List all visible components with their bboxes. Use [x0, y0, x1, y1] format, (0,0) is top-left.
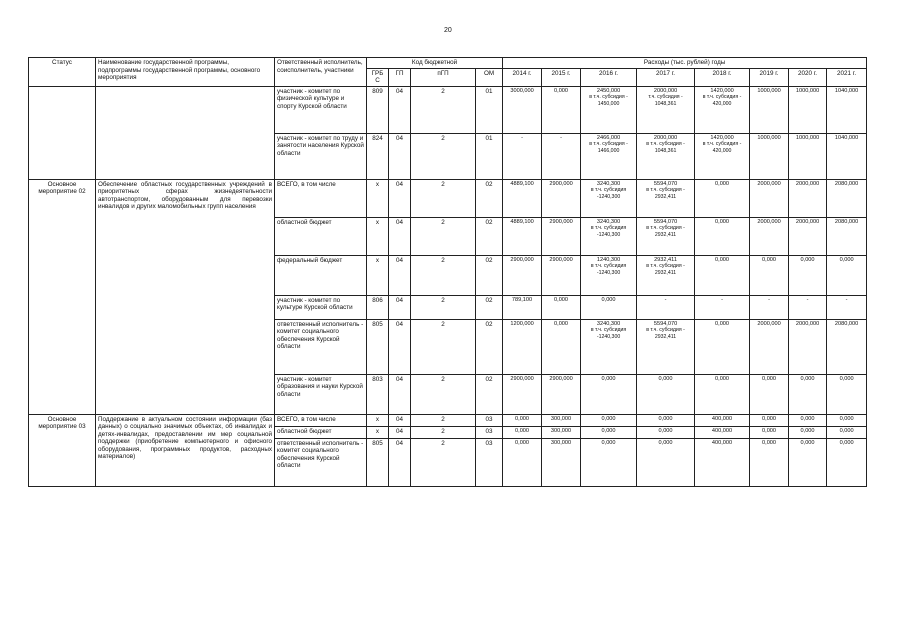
subsidy-note: в т.ч. субсидия - 2932,411: [646, 225, 685, 238]
value-cell: 2932,411 в т.ч. субсидия - 2932,411: [637, 255, 695, 295]
budget-table: [28, 57, 867, 487]
subsidy-note: в т.ч. субсидия - 1450,000: [589, 94, 628, 107]
value-cell: 0,000: [637, 414, 695, 426]
code-cell: 04: [389, 86, 411, 133]
header-code-1: ГП: [389, 68, 411, 86]
code-cell: 2: [411, 319, 476, 374]
value-cell: 0,000: [695, 255, 750, 295]
value-cell: 2000,000: [789, 319, 827, 374]
executor-cell: областной бюджет: [275, 217, 367, 255]
value-cell: -: [827, 295, 867, 319]
code-cell: 2: [411, 438, 476, 486]
value-cell: -: [789, 295, 827, 319]
value-cell: 1200,000: [503, 319, 542, 374]
code-cell: 806: [367, 295, 389, 319]
executor-cell: ВСЕГО, в том числе: [275, 179, 367, 217]
subsidy-note: в т.ч. субсидия - 2932,411: [646, 263, 685, 276]
value-cell: 0,000: [542, 86, 581, 133]
value-cell: 0,000: [750, 414, 789, 426]
value-cell: 0,000: [503, 426, 542, 438]
header-code-3: ОМ: [476, 68, 503, 86]
section-name: Поддержание в актуальном состоянии информации (баз данных) о социально значимых объектах, об инвалидах и детях-инвалидах, предоставлении им мер социальной поддержки (приобретение компьютерного и офисного оборудования, программных продуктов, расходных материалов): [96, 414, 275, 486]
code-cell: х: [367, 179, 389, 217]
section-name: Обеспечение областных государственных учреждений в приоритетных сферах жизнедеятельности автотранспортом, оборудованным для перевозки инвалидов и других маломобильных групп населения: [96, 179, 275, 414]
value-cell: 4889,100: [503, 179, 542, 217]
table-row: [29, 414, 867, 426]
code-cell: 824: [367, 133, 389, 179]
value-cell: 1420,000 в т.ч. субсидия - 420,000: [695, 86, 750, 133]
value-cell: 0,000: [827, 414, 867, 426]
code-cell: 02: [476, 179, 503, 217]
value-cell: 2000,000: [789, 217, 827, 255]
value-cell: 0,000: [789, 426, 827, 438]
header-year-4: 2018 г.: [695, 68, 750, 86]
value-cell: 5594,070 в т.ч. субсидия - 2932,411: [637, 179, 695, 217]
value-cell: 0,000: [542, 295, 581, 319]
value-cell: 1000,000: [750, 86, 789, 133]
header-year-3: 2017 г.: [637, 68, 695, 86]
value-cell: 0,000: [827, 426, 867, 438]
code-cell: 809: [367, 86, 389, 133]
header-year-5: 2019 г.: [750, 68, 789, 86]
code-cell: 02: [476, 319, 503, 374]
value-cell: 0,000: [637, 374, 695, 414]
value-cell: 1040,000: [827, 86, 867, 133]
section-status: Основное мероприятие 02: [29, 179, 96, 414]
code-cell: 04: [389, 319, 411, 374]
value-cell: 0,000: [637, 426, 695, 438]
code-cell: 04: [389, 255, 411, 295]
header-budget-code: Код бюджетной: [367, 58, 503, 69]
value-cell: 400,000: [695, 414, 750, 426]
value-cell: 0,000: [695, 319, 750, 374]
value-cell: 789,100: [503, 295, 542, 319]
value-cell: 3240,300 в т.ч. субсидия -1240,300: [581, 217, 637, 255]
value-cell: -: [637, 295, 695, 319]
subsidy-note: в т.ч. субсидия - 1466,000: [589, 141, 628, 154]
value-cell: 0,000: [750, 426, 789, 438]
value-cell: 2450,000 в т.ч. субсидия - 1450,000: [581, 86, 637, 133]
subsidy-note: в т.ч. субсидия - 1048,361: [646, 141, 685, 154]
value-cell: 0,000: [827, 374, 867, 414]
subsidy-note: в т.ч. субсидия - 2932,411: [646, 187, 685, 200]
code-cell: 805: [367, 319, 389, 374]
value-cell: 2900,000: [542, 255, 581, 295]
value-cell: 0,000: [789, 438, 827, 486]
code-cell: 03: [476, 438, 503, 486]
subsidy-note: в т.ч. субсидия -1240,300: [590, 327, 627, 340]
value-cell: 5594,070 в т.ч. субсидия - 2932,411: [637, 319, 695, 374]
value-cell: 0,000: [503, 438, 542, 486]
executor-cell: федеральный бюджет: [275, 255, 367, 295]
code-cell: 2: [411, 374, 476, 414]
code-cell: 2: [411, 179, 476, 217]
executor-cell: участник - комитет по труду и занятости населения Курской области: [275, 133, 367, 179]
value-cell: 2000,000 т.ч. субсидия - 1048,361: [637, 86, 695, 133]
code-cell: 04: [389, 374, 411, 414]
code-cell: 02: [476, 255, 503, 295]
executor-cell: участник - комитет по физической культуре и спорту Курской области: [275, 86, 367, 133]
subsidy-note: в т.ч. субсидия -1240,300: [590, 225, 627, 238]
subsidy-note: в т.ч. субсидия - 420,000: [702, 141, 742, 154]
header-status: Статус: [29, 58, 96, 87]
value-cell: 0,000: [637, 438, 695, 486]
value-cell: 400,000: [695, 426, 750, 438]
value-cell: 2900,000: [503, 255, 542, 295]
code-cell: 2: [411, 295, 476, 319]
code-cell: 03: [476, 426, 503, 438]
header-code-0: ГРБ С: [367, 68, 389, 86]
code-cell: 03: [476, 414, 503, 426]
code-cell: 02: [476, 217, 503, 255]
value-cell: 1000,000: [789, 133, 827, 179]
value-cell: 0,000: [827, 438, 867, 486]
value-cell: 2080,000: [827, 217, 867, 255]
header-name: Наименование государственной программы, подпрограммы государственной программы, основного мероприятия: [96, 58, 275, 87]
executor-cell: областной бюджет: [275, 426, 367, 438]
code-cell: 02: [476, 295, 503, 319]
code-cell: х: [367, 414, 389, 426]
code-cell: 2: [411, 133, 476, 179]
value-cell: 0,000: [789, 374, 827, 414]
header-year-1: 2015 г.: [542, 68, 581, 86]
value-cell: 0,000: [750, 374, 789, 414]
value-cell: 300,000: [542, 414, 581, 426]
value-cell: 0,000: [581, 295, 637, 319]
value-cell: 0,000: [750, 255, 789, 295]
value-cell: 0,000: [542, 319, 581, 374]
code-cell: 04: [389, 133, 411, 179]
table-row: [29, 86, 867, 133]
value-cell: 2900,000: [542, 179, 581, 217]
code-cell: 2: [411, 217, 476, 255]
subsidy-note: в т.ч. субсидия - 420,000: [702, 94, 742, 107]
code-cell: х: [367, 426, 389, 438]
value-cell: 0,000: [581, 426, 637, 438]
value-cell: -: [695, 295, 750, 319]
value-cell: 1040,000: [827, 133, 867, 179]
value-cell: 0,000: [503, 414, 542, 426]
value-cell: 300,000: [542, 438, 581, 486]
value-cell: 3240,300 в т.ч. субсидия -1240,300: [581, 319, 637, 374]
code-cell: 04: [389, 217, 411, 255]
subsidy-note: в т.ч. субсидия - 2932,411: [646, 327, 685, 340]
value-cell: 1420,000 в т.ч. субсидия - 420,000: [695, 133, 750, 179]
value-cell: 0,000: [789, 255, 827, 295]
value-cell: 2466,000 в т.ч. субсидия - 1466,000: [581, 133, 637, 179]
value-cell: 1000,000: [789, 86, 827, 133]
value-cell: 5594,070 в т.ч. субсидия - 2932,411: [637, 217, 695, 255]
value-cell: 3240,300 в т.ч. субсидия -1240,300: [581, 179, 637, 217]
value-cell: 0,000: [827, 255, 867, 295]
value-cell: 4889,100: [503, 217, 542, 255]
section-name: [96, 86, 275, 179]
code-cell: 01: [476, 86, 503, 133]
value-cell: 0,000: [695, 217, 750, 255]
header-row-1: [29, 58, 867, 69]
value-cell: 3000,000: [503, 86, 542, 133]
value-cell: -: [542, 133, 581, 179]
value-cell: 2000,000 в т.ч. субсидия - 1048,361: [637, 133, 695, 179]
value-cell: 0,000: [581, 374, 637, 414]
value-cell: 0,000: [581, 438, 637, 486]
code-cell: 04: [389, 295, 411, 319]
code-cell: 02: [476, 374, 503, 414]
code-cell: 2: [411, 414, 476, 426]
code-cell: 2: [411, 255, 476, 295]
value-cell: 2900,000: [503, 374, 542, 414]
value-cell: 2080,000: [827, 179, 867, 217]
header-executor: Ответственный исполнитель, соисполнитель, участники: [275, 58, 367, 87]
value-cell: 2000,000: [789, 179, 827, 217]
executor-cell: участник - комитет образования и науки Курской области: [275, 374, 367, 414]
code-cell: 2: [411, 86, 476, 133]
code-cell: 04: [389, 438, 411, 486]
executor-cell: участник - комитет по культуре Курской области: [275, 295, 367, 319]
value-cell: 0,000: [695, 179, 750, 217]
value-cell: 0,000: [750, 438, 789, 486]
value-cell: 2000,000: [750, 179, 789, 217]
code-cell: 04: [389, 179, 411, 217]
executor-cell: ВСЕГО, в том числе: [275, 414, 367, 426]
value-cell: 2080,000: [827, 319, 867, 374]
code-cell: 01: [476, 133, 503, 179]
executor-cell: ответственный исполнитель - комитет социального обеспечения Курской области: [275, 319, 367, 374]
header-year-7: 2021 г.: [827, 68, 867, 86]
table-row: [29, 179, 867, 217]
executor-cell: ответственный исполнитель - комитет социального обеспечения Курской области: [275, 438, 367, 486]
value-cell: 1000,000: [750, 133, 789, 179]
header-year-2: 2016 г.: [581, 68, 637, 86]
value-cell: 2000,000: [750, 217, 789, 255]
value-cell: 0,000: [581, 414, 637, 426]
page-number: 20: [444, 27, 452, 34]
value-cell: 300,000: [542, 426, 581, 438]
header-code-2: пГП: [411, 68, 476, 86]
value-cell: -: [503, 133, 542, 179]
code-cell: 803: [367, 374, 389, 414]
subsidy-note: в т.ч. субсидия -1240,300: [590, 187, 627, 200]
value-cell: 1240,300 в т.ч. субсидия -1240,300: [581, 255, 637, 295]
subsidy-note: в т.ч. субсидия -1240,300: [590, 263, 627, 276]
value-cell: -: [750, 295, 789, 319]
code-cell: 04: [389, 426, 411, 438]
value-cell: 0,000: [789, 414, 827, 426]
section-status: Основное мероприятие 03: [29, 414, 96, 486]
code-cell: 2: [411, 426, 476, 438]
header-year-6: 2020 г.: [789, 68, 827, 86]
value-cell: 2000,000: [750, 319, 789, 374]
value-cell: 2900,000: [542, 374, 581, 414]
header-year-0: 2014 г.: [503, 68, 542, 86]
subsidy-note: т.ч. субсидия - 1048,361: [648, 94, 683, 107]
code-cell: х: [367, 217, 389, 255]
value-cell: 400,000: [695, 438, 750, 486]
header-expenses: Расходы (тыс. рублей) годы: [503, 58, 867, 69]
value-cell: 2900,000: [542, 217, 581, 255]
code-cell: х: [367, 255, 389, 295]
code-cell: 805: [367, 438, 389, 486]
code-cell: 04: [389, 414, 411, 426]
value-cell: 0,000: [695, 374, 750, 414]
section-status: [29, 86, 96, 179]
